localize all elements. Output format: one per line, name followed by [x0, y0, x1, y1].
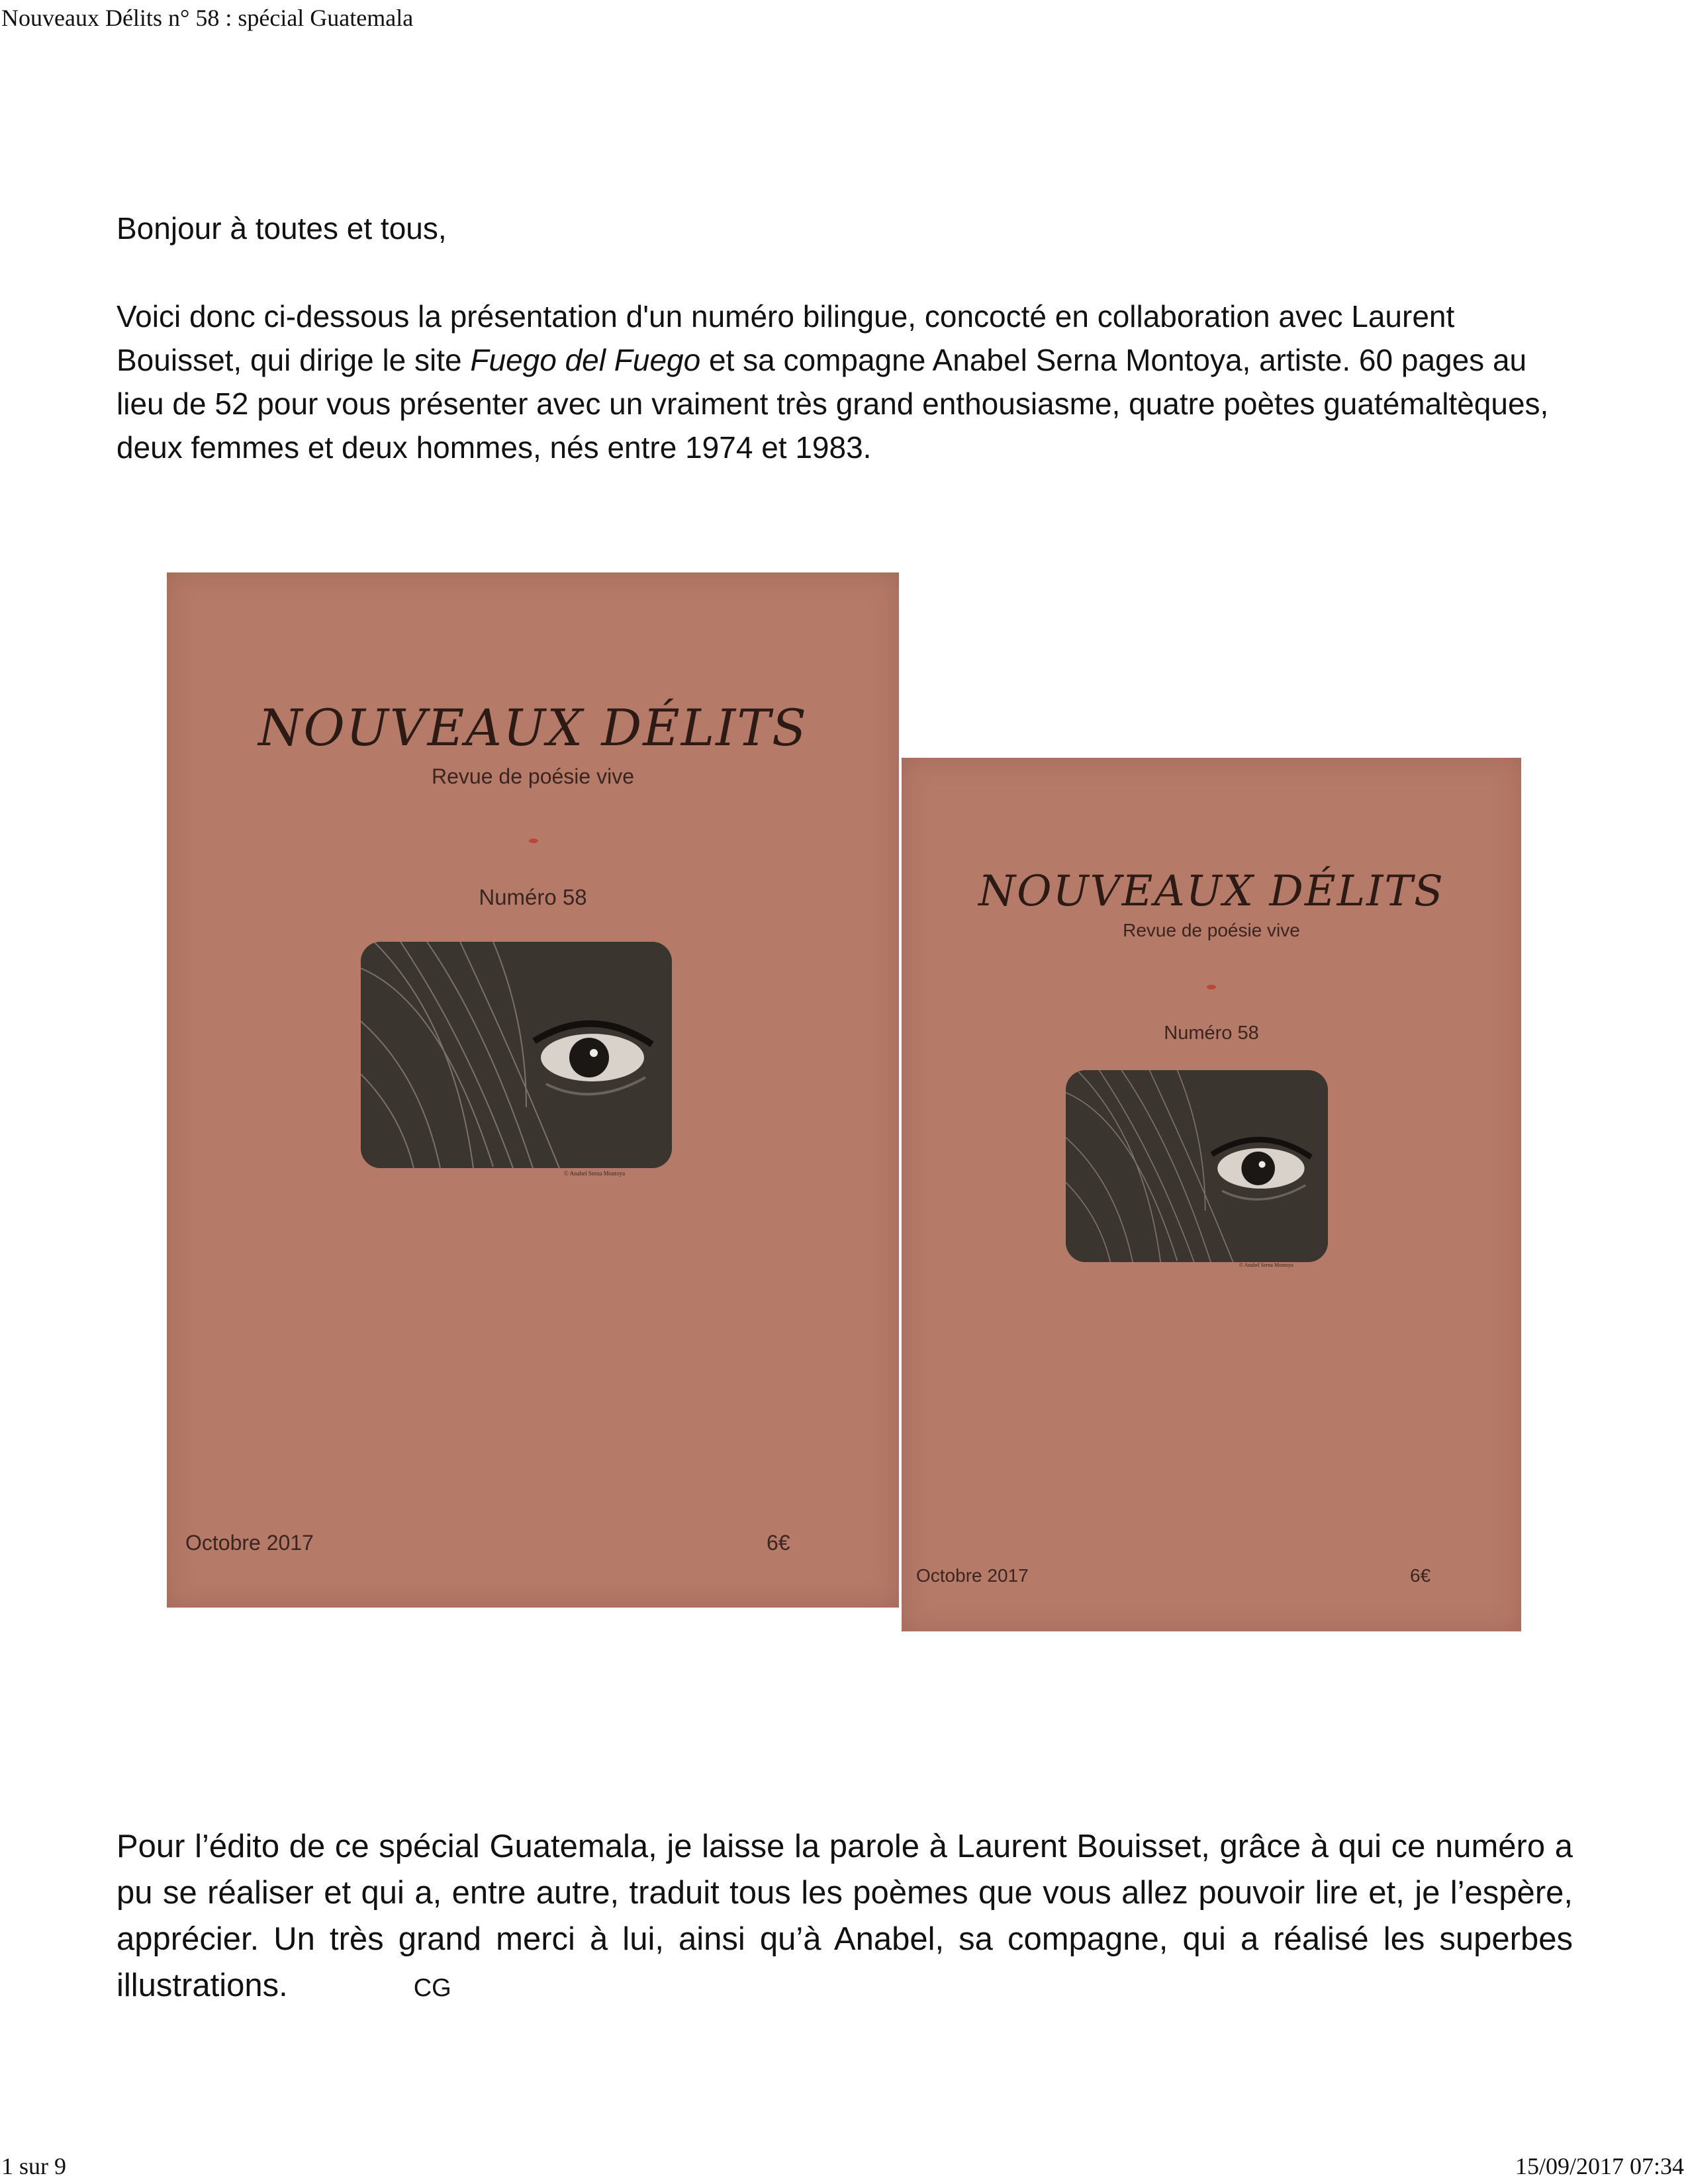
- cover-ornament: [1207, 985, 1216, 989]
- cover-photo-credit: © Anabel Serna Montoya: [564, 1170, 626, 1177]
- cover-price: 6€: [767, 1531, 790, 1555]
- cover-issue-number: Numéro 58: [1164, 1023, 1259, 1044]
- outro-text: Pour l’édito de ce spécial Guatemala, je laisse la parole à Laurent Bouisset, grâce à qui ce numéro a pu se réaliser et qui a, entre autre, traduit tous les poèmes que vous allez pouvoir lire et, je l’espère, apprécier. Un très grand merci à lui, ainsi qu’à Anabel, sa compagne, qui a réalisé les superbes illustrations.: [117, 1829, 1573, 2003]
- cover-ornament: [529, 839, 538, 843]
- intro-text-end: et sa compagne Anabel Serna Montoya, artiste. 60 pages au lieu de 52 pour vous présenter avec un vraiment très grand enthousiasme, quatre poètes guatémaltèques, deux femmes et deux hommes, nés entre 1974 et 1983.: [117, 343, 1549, 465]
- cover-subtitle: Revue de poésie vive: [432, 764, 634, 788]
- cover-date: Octobre 2017: [185, 1531, 314, 1555]
- cover-issue-number: Numéro 58: [479, 885, 587, 909]
- print-datetime: 15/09/2017 07:34: [1515, 2153, 1684, 2179]
- cover-image-large: [167, 572, 899, 1608]
- intro-text-start: Voici donc ci-dessous la présentation d'un numéro bilingue, concocté en collaboration avec Laurent Bouisset, qui dirige le site: [117, 299, 1455, 377]
- page-count: 1 sur 9: [1, 2153, 66, 2179]
- cover-date: Octobre 2017: [916, 1565, 1029, 1586]
- cover-eye-illustration: [1066, 1070, 1328, 1262]
- site-name-link: Fuego del Fuego: [470, 343, 701, 377]
- cover-photo-credit: © Anabel Serna Montoya: [1239, 1262, 1293, 1268]
- intro-paragraph: [117, 295, 1560, 469]
- cover-eye-illustration: [361, 942, 672, 1168]
- cover-title: NOUVEAUX DÉLITS: [978, 867, 1444, 916]
- cover-subtitle: Revue de poésie vive: [1123, 920, 1300, 940]
- outro-paragraph: [117, 1823, 1573, 2011]
- cover-price: 6€: [1410, 1565, 1431, 1586]
- cover-title: NOUVEAUX DÉLITS: [258, 698, 808, 757]
- signature: CG: [413, 1974, 451, 2002]
- greeting: Bonjour à toutes et tous,: [117, 211, 447, 246]
- page-header-title: Nouveaux Délits n° 58 : spécial Guatemala: [1, 5, 414, 31]
- cover-image-small: [902, 758, 1521, 1631]
